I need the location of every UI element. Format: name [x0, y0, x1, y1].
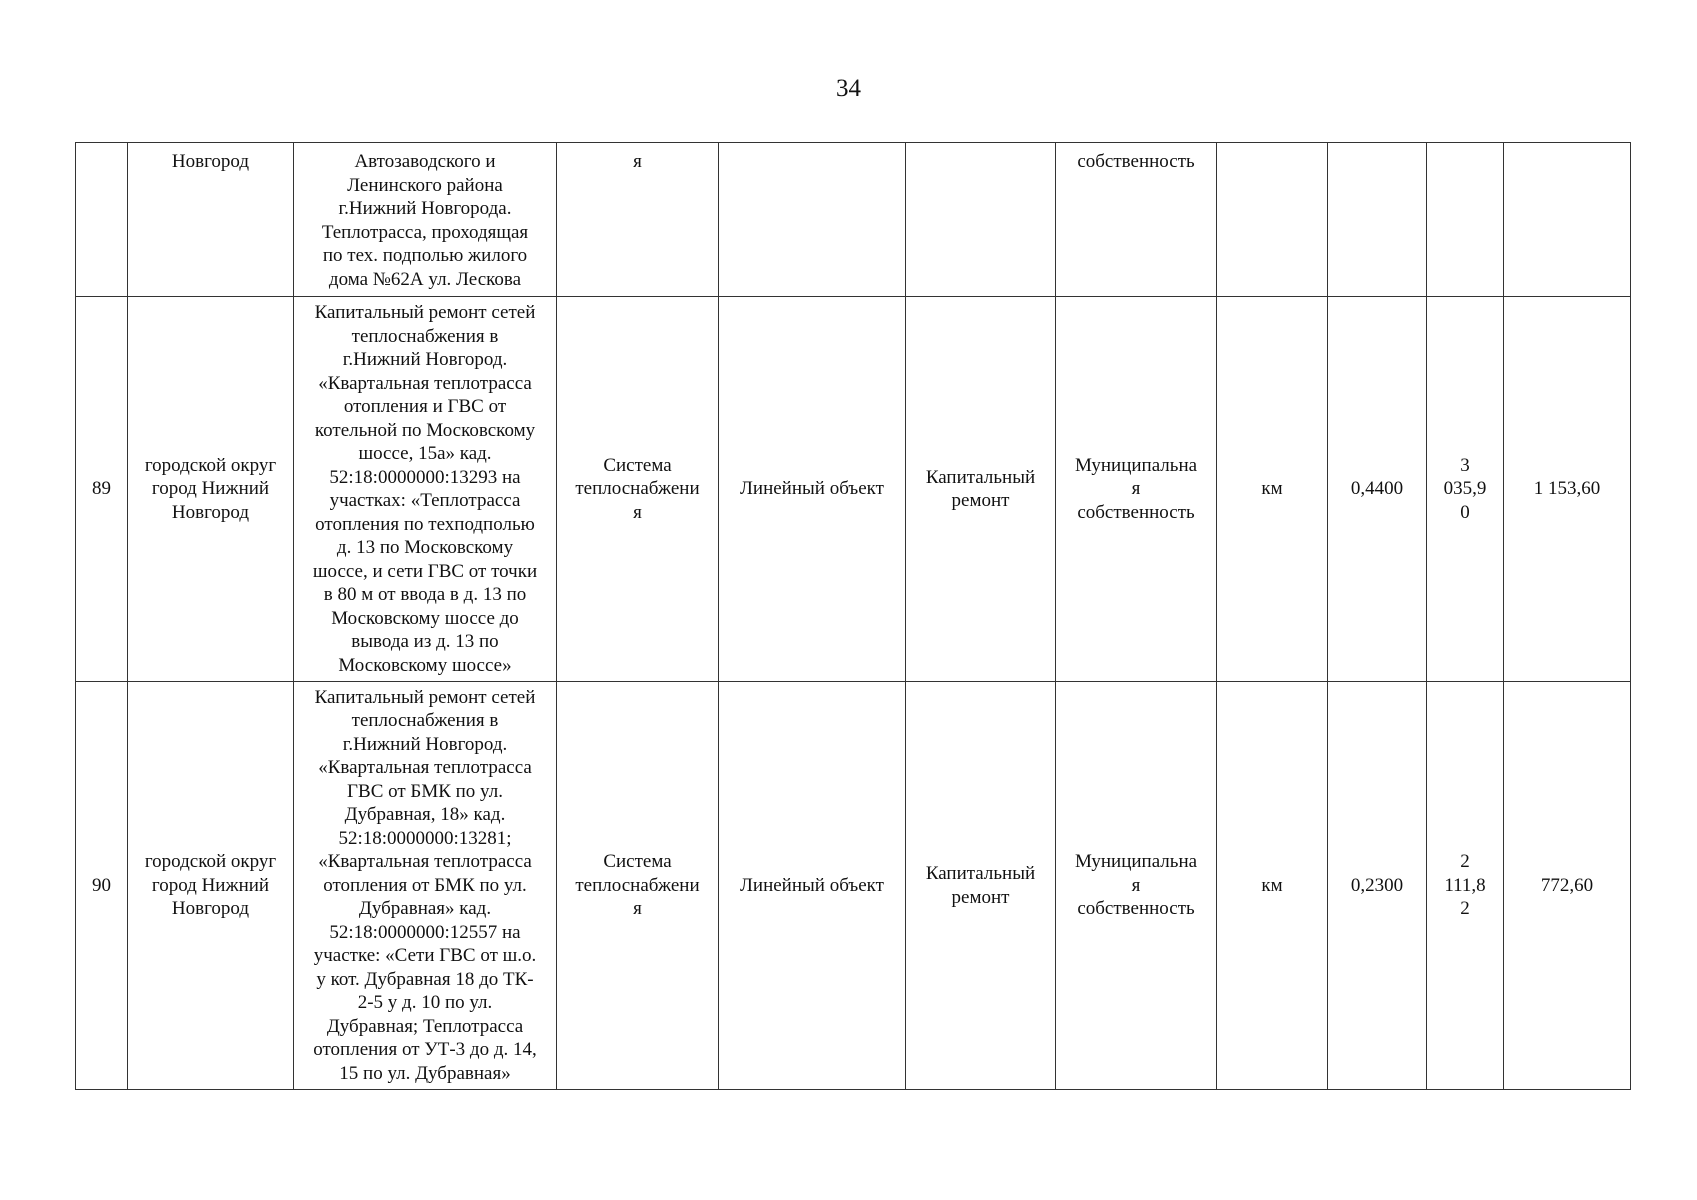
- municipality-cell: городской округ город Нижний Новгород: [128, 297, 294, 682]
- value-a-cell: 3 035,9 0: [1427, 297, 1504, 682]
- row-number-cell: [76, 143, 128, 297]
- value-b-cell: 1 153,60: [1504, 297, 1631, 682]
- unit-cell: км: [1217, 682, 1328, 1090]
- municipality-cell: городской округ город Нижний Новгород: [128, 682, 294, 1090]
- row-number-cell: 90: [76, 682, 128, 1090]
- work-type-cell: Капитальный ремонт: [906, 682, 1056, 1090]
- unit-cell: [1217, 143, 1328, 297]
- object-type-cell: Линейный объект: [719, 297, 906, 682]
- table-row-continuation: [76, 143, 1631, 297]
- work-type-cell: Капитальный ремонт: [906, 297, 1056, 682]
- value-b-cell: [1504, 143, 1631, 297]
- quantity-cell: 0,4400: [1328, 297, 1427, 682]
- system-cell: Система теплоснабжени я: [557, 682, 719, 1090]
- quantity-cell: [1328, 143, 1427, 297]
- system-cell: Система теплоснабжени я: [557, 297, 719, 682]
- value-a-cell: 2 111,8 2: [1427, 682, 1504, 1090]
- page-number: 34: [836, 75, 861, 102]
- table-row-89: [76, 297, 1631, 682]
- row-number-cell: 89: [76, 297, 128, 682]
- table-row-90: [76, 682, 1631, 1090]
- works-table: [75, 142, 1631, 1090]
- description-cell: Капитальный ремонт сетей теплоснабжения в г.Нижний Новгород. «Квартальная теплотрасса отопления и ГВС от котельной по Московскому шоссе, 15а» кад. 52:18:0000000:13293 на участках: «Теплотрасса отопления по техподполью д. 13 по Московскому шоссе, и сети ГВС от точки в 80 м от ввода в д. 13 по Московскому шоссе до вывода из д. 13 по Московскому шоссе»: [294, 297, 557, 682]
- value-b-cell: 772,60: [1504, 682, 1631, 1090]
- quantity-cell: 0,2300: [1328, 682, 1427, 1090]
- description-cell: Автозаводского и Ленинского района г.Нижний Новгорода. Теплотрасса, проходящая по тех. подполью жилого дома №62А ул. Лескова: [294, 143, 557, 297]
- unit-cell: км: [1217, 297, 1328, 682]
- object-type-cell: [719, 143, 906, 297]
- ownership-cell: Муниципальна я собственность: [1056, 297, 1217, 682]
- ownership-cell: Муниципальна я собственность: [1056, 682, 1217, 1090]
- work-type-cell: [906, 143, 1056, 297]
- municipality-cell: Новгород: [128, 143, 294, 297]
- value-a-cell: [1427, 143, 1504, 297]
- object-type-cell: Линейный объект: [719, 682, 906, 1090]
- description-cell: Капитальный ремонт сетей теплоснабжения в г.Нижний Новгород. «Квартальная теплотрасса ГВС от БМК по ул. Дубравная, 18» кад. 52:18:0000000:13281; «Квартальная теплотрасса отопления от БМК по ул. Дубравная» кад. 52:18:0000000:12557 на участке: «Сети ГВС от ш.о. у кот. Дубравная 18 до ТК- 2-5 у д. 10 по ул. Дубравная; Теплотрасса отопления от УТ-3 до д. 14, 15 по ул. Дубравная»: [294, 682, 557, 1090]
- system-cell: я: [557, 143, 719, 297]
- ownership-cell: собственность: [1056, 143, 1217, 297]
